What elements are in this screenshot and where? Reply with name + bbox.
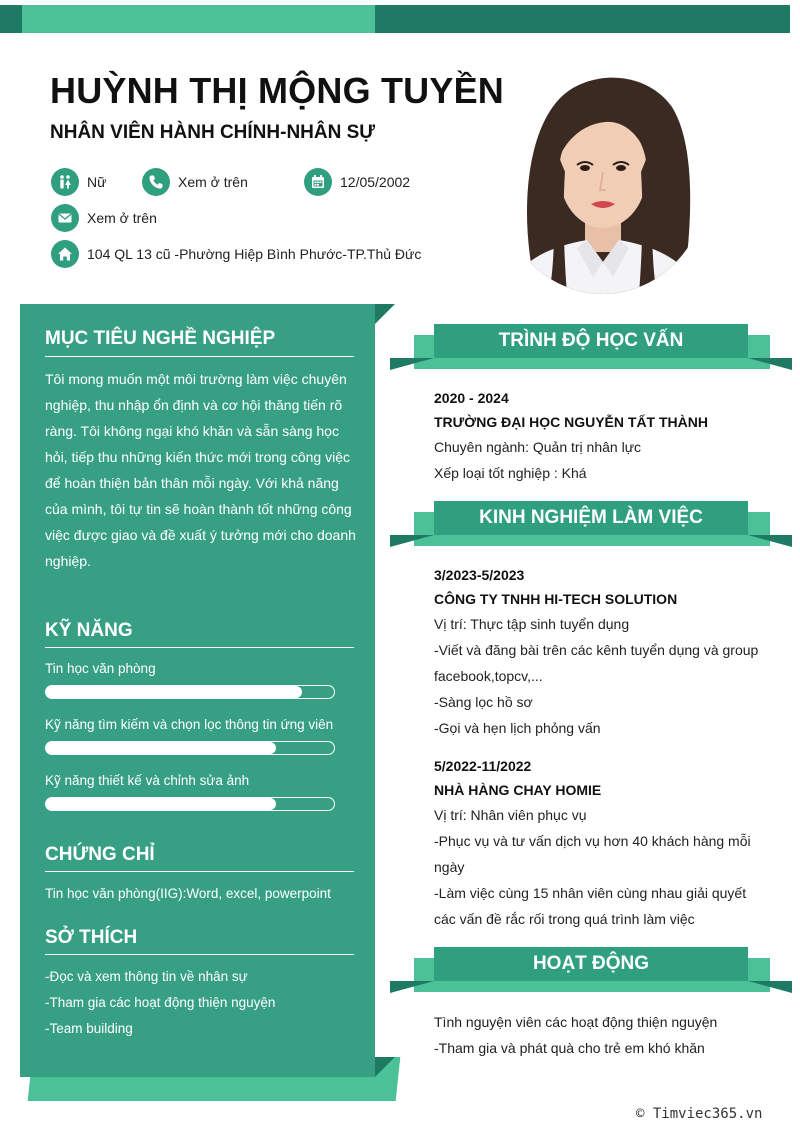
objective-divider: [45, 356, 354, 357]
activity-line: -Tham gia và phát quà cho trẻ em khó khăn: [434, 1040, 705, 1056]
contact-phone: [142, 168, 248, 196]
objective-text: Tôi mong muốn một môi trường làm việc chuyên nghiệp, thu nhập ổn định và cơ hội thăng tiến rõ ràng. Tôi không ngại khó khăn và sẵn sàng học hỏi, tiếp thu những kiến thức mới trong công việc để hoàn thiện bản thân mỗi ngày. Với khả năng của mình, tôi tự tin sẽ hoàn thành tốt những công việc được giao và đề xuất ý tưởng mới cho doanh nghiệp.: [45, 371, 356, 569]
hobby-title: SỞ THÍCH: [45, 927, 138, 948]
skill-bar: [45, 685, 335, 699]
phone-value: Xem ở trên: [178, 174, 248, 190]
top-accent-bar: [0, 0, 800, 34]
skill-bar-fill: [46, 742, 276, 754]
calendar-icon: [304, 168, 332, 196]
job-company: NHÀ HÀNG CHAY HOMIE: [434, 782, 602, 798]
top-bar-light: [22, 5, 375, 33]
profile-photo: [497, 62, 709, 294]
hobby-item: -Đọc và xem thông tin về nhân sự: [45, 969, 248, 984]
job-line: -Sàng lọc hồ sơ: [434, 694, 533, 710]
email-value: Xem ở trên: [87, 210, 157, 226]
job-line: -Gọi và hẹn lịch phỏng vấn: [434, 720, 601, 736]
skill-bar-fill: [46, 798, 276, 810]
job-line: -Làm việc cùng 15 nhân viên cùng nhau giải quyết: [434, 885, 747, 901]
education-title: TRÌNH ĐỘ HỌC VẤN: [434, 324, 748, 358]
candidate-name: HUỲNH THỊ MỘNG TUYỀN: [50, 70, 504, 111]
contact-email: [51, 204, 157, 232]
cert-title: CHỨNG CHỈ: [45, 844, 155, 865]
phone-icon: [142, 168, 170, 196]
education-ribbon: [414, 324, 770, 370]
home-icon: [51, 240, 79, 268]
experience-title: KINH NGHIỆM LÀM VIỆC: [434, 501, 748, 535]
cert-divider: [45, 871, 354, 872]
education-school: TRƯỜNG ĐẠI HỌC NGUYỄN TẤT THÀNH: [434, 414, 708, 430]
left-panel-fold-top: [375, 304, 395, 324]
address-value: 104 QL 13 cũ -Phường Hiệp Bình Phước-TP.Thủ Đức: [87, 246, 422, 262]
activities-ribbon: [414, 947, 770, 993]
job-period: 5/2022-11/2022: [434, 758, 532, 774]
objective-title: MỤC TIÊU NGHỀ NGHIỆP: [45, 328, 276, 349]
skill-bar: [45, 797, 335, 811]
job-company: CÔNG TY TNHH HI-TECH SOLUTION: [434, 591, 678, 607]
skill-label: Kỹ năng thiết kế và chỉnh sửa ảnh: [45, 773, 250, 788]
job-line: -Phục vụ và tư vấn dịch vụ hơn 40 khách hàng mỗi: [434, 833, 751, 849]
contact-birthday: [304, 168, 410, 196]
experience-ribbon: [414, 501, 770, 547]
hobby-item: -Tham gia các hoạt động thiện nguyện: [45, 995, 276, 1010]
gender-icon: [51, 168, 79, 196]
job-line: Vị trí: Nhân viên phục vụ: [434, 807, 587, 823]
skill-label: Tin học văn phòng: [45, 661, 156, 676]
email-icon: [51, 204, 79, 232]
job-period: 3/2023-5/2023: [434, 567, 525, 583]
skill-bar: [45, 741, 335, 755]
left-panel: [20, 304, 375, 1077]
skills-divider: [45, 647, 354, 648]
cert-text: Tin học văn phòng(IIG):Word, excel, powerpoint: [45, 886, 331, 901]
education-grade: Xếp loại tốt nghiệp : Khá: [434, 465, 587, 481]
skill-bar-fill: [46, 686, 302, 698]
job-line: các vấn đề rắc rối trong quá trình làm việc: [434, 911, 695, 927]
job-line: ngày: [434, 859, 465, 875]
left-panel-fold-bottom: [375, 1057, 395, 1077]
footer-watermark: © Timviec365.vn: [636, 1106, 763, 1122]
gender-value: Nữ: [87, 174, 107, 190]
contact-gender: [51, 168, 106, 196]
job-line: Vị trí: Thực tập sinh tuyển dụng: [434, 616, 630, 632]
hobby-item: -Team building: [45, 1021, 133, 1036]
contact-address: [51, 240, 421, 268]
job-title: NHÂN VIÊN HÀNH CHÍNH-NHÂN SỰ: [50, 122, 376, 143]
skills-title: KỸ NĂNG: [45, 620, 133, 641]
education-major: Chuyên ngành: Quản trị nhân lực: [434, 439, 642, 455]
job-line: facebook,topcv,...: [434, 668, 543, 684]
birthday-value: 12/05/2002: [340, 174, 411, 190]
skill-label: Kỹ năng tìm kiếm và chọn lọc thông tin ứng viên: [45, 717, 334, 732]
activities-title: HOẠT ĐỘNG: [434, 947, 748, 981]
hobby-divider: [45, 954, 354, 955]
job-line: -Viết và đăng bài trên các kênh tuyển dụng và group: [434, 642, 759, 658]
education-period: 2020 - 2024: [434, 390, 509, 406]
activity-line: Tình nguyện viên các hoạt động thiện nguyện: [434, 1014, 718, 1030]
